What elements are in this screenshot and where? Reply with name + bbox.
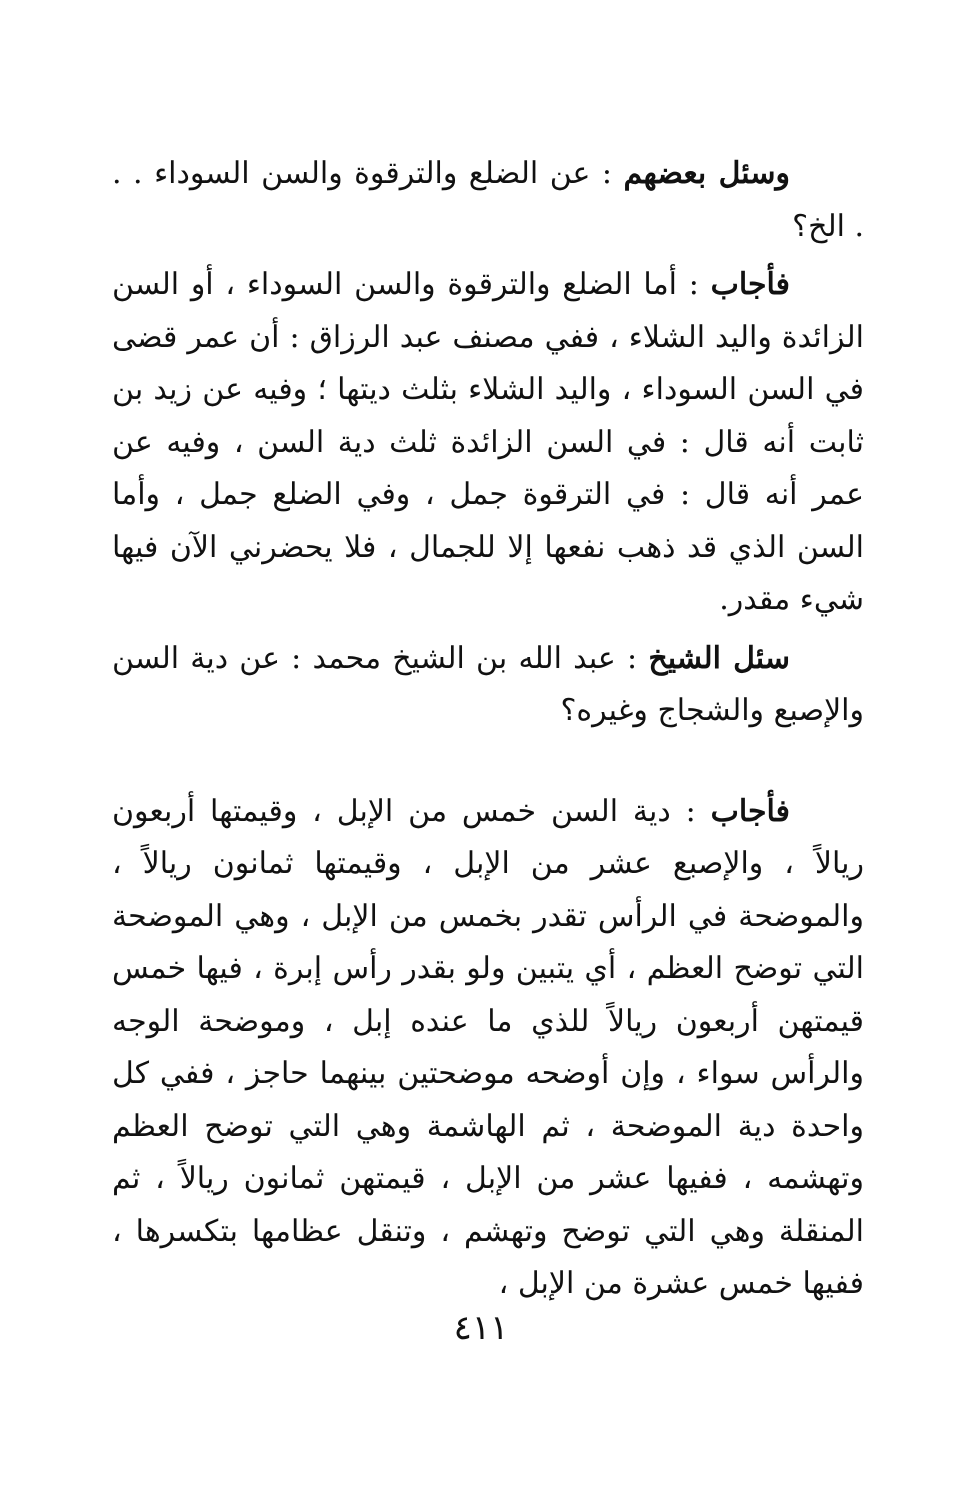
question-lead-2: سئل الشيخ bbox=[648, 640, 790, 676]
answer-lead-1: فأجاب bbox=[710, 267, 790, 302]
question-paragraph-2 bbox=[112, 633, 864, 738]
question-paragraph-1 bbox=[112, 148, 864, 253]
answer-text-1: : أما الضلع والترقوة والسن السوداء ، أو السن الزائدة واليد الشلاء ، ففي مصنف عبد الرزاق : أن عمر قضى في السن السوداء ، واليد الشلاء بثلث ديتها ؛ وفيه عن زيد بن ثابت أنه قال : في السن الزائدة ثلث دية السن ، وفيه عن عمر أنه قال : في الترقوة جمل ، وفي الضلع جمل ، وأما السن الذي قد ذهب نفعها إلا للجمال ، فلا يحضرني الآن فيها شيء مقدر. bbox=[112, 267, 864, 617]
page-number: ٤١١ bbox=[453, 1308, 509, 1348]
question-lead-1: وسئل بعضهم bbox=[623, 156, 790, 191]
answer-paragraph-1 bbox=[112, 259, 864, 627]
answer-paragraph-2 bbox=[112, 786, 864, 1311]
text-body bbox=[112, 148, 864, 1311]
question-text-1: : عن الضلع والترقوة والسن السوداء . . . الخ؟ bbox=[112, 156, 864, 244]
question-text-2: : عبد الله بن الشيخ محمد : عن دية السن والإصبع والشجاج وغيره؟ bbox=[112, 640, 864, 728]
answer-lead-2: فأجاب bbox=[710, 793, 790, 829]
answer-text-2: : دية السن خمس من الإبل ، وقيمتها أربعون ريالاً ، والإصبع عشر من الإبل ، وقيمتها ثمانون ريالاً ، والموضحة في الرأس تقدر بخمس من الإبل ، وهي الموضحة التي توضح العظم ، أي يتبين ولو بقدر رأس إبرة ، فيها خمس قيمتهن أربعون ريالاً للذي ما عنده إبل ، وموضحة الوجه والرأس سواء ، وإن أوضحه موضحتين بينهما حاجز ، ففي كل واحدة دية الموضحة ، ثم الهاشمة وهي التي توضح العظم وتهشمه ، ففيها عشر من الإبل ، قيمتهن ثمانون ريالاً ، ثم المنقلة وهي التي توضح وتهشم ، وتنقل عظامها بتكسرها ، ففيها خمس عشرة من الإبل ، bbox=[112, 793, 864, 1301]
